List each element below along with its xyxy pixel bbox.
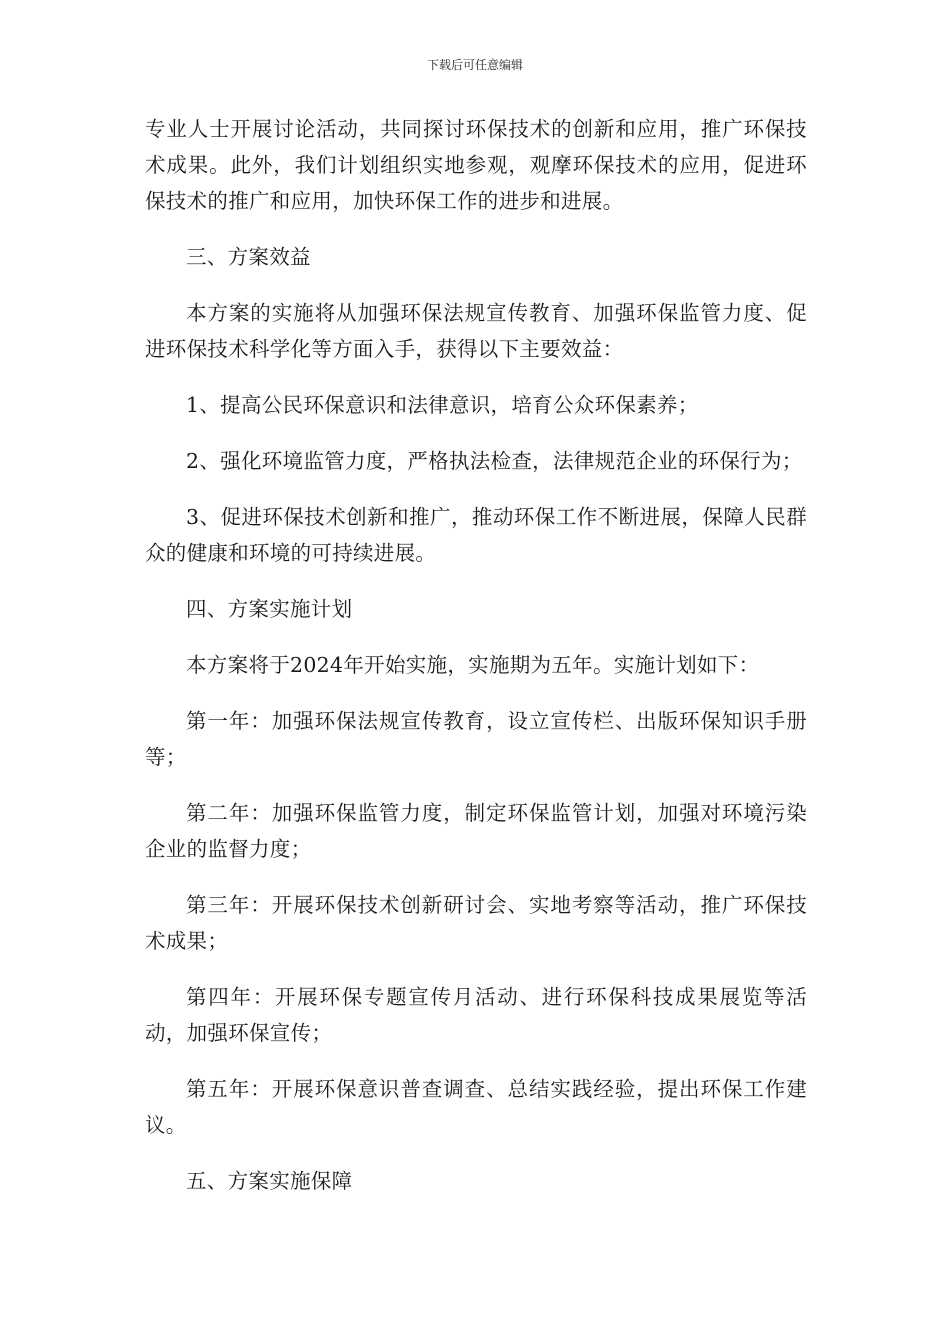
benefit-item-2: 2、强化环境监管力度，严格执法检查，法律规范企业的环保行为； — [186, 449, 803, 473]
document-body — [145, 111, 807, 1219]
benefit-item-3: 3、促进环保技术创新和推广，推动环保工作不断进展，保障人民群众的健康和环境的可持续进展。 — [145, 505, 807, 565]
plan-year-1: 第一年：加强环保法规宣传教育，设立宣传栏、出版环保知识手册等； — [145, 709, 807, 769]
page-header: 下载后可任意编辑 — [426, 58, 523, 72]
plan-year-5: 第五年：开展环保意识普查调查、总结实践经验，提出环保工作建议。 — [145, 1077, 807, 1137]
paragraph-benefits-intro: 本方案的实施将从加强环保法规宣传教育、加强环保监管力度、促进环保技术科学化等方面入手，获得以下主要效益： — [145, 301, 807, 361]
benefit-item-1: 1、提高公民环保意识和法律意识，培育公众环保素养； — [186, 393, 699, 417]
plan-year-2: 第二年：加强环保监管力度，制定环保监管计划，加强对环境污染企业的监督力度； — [145, 801, 807, 861]
paragraph-continuation: 专业人士开展讨论活动，共同探讨环保技术的创新和应用，推广环保技术成果。此外，我们计划组织实地参观，观摩环保技术的应用，促进环保技术的推广和应用，加快环保工作的进步和进展。 — [145, 117, 807, 213]
paragraph-plan-intro: 本方案将于2024年开始实施，实施期为五年。实施计划如下： — [186, 653, 760, 677]
section-heading-benefits: 三、方案效益 — [186, 245, 311, 269]
section-heading-plan: 四、方案实施计划 — [186, 597, 353, 621]
plan-year-3: 第三年：开展环保技术创新研讨会、实地考察等活动，推广环保技术成果； — [145, 893, 807, 953]
plan-year-4: 第四年：开展环保专题宣传月活动、进行环保科技成果展览等活动，加强环保宣传； — [145, 985, 807, 1045]
section-heading-guarantee: 五、方案实施保障 — [186, 1169, 353, 1193]
